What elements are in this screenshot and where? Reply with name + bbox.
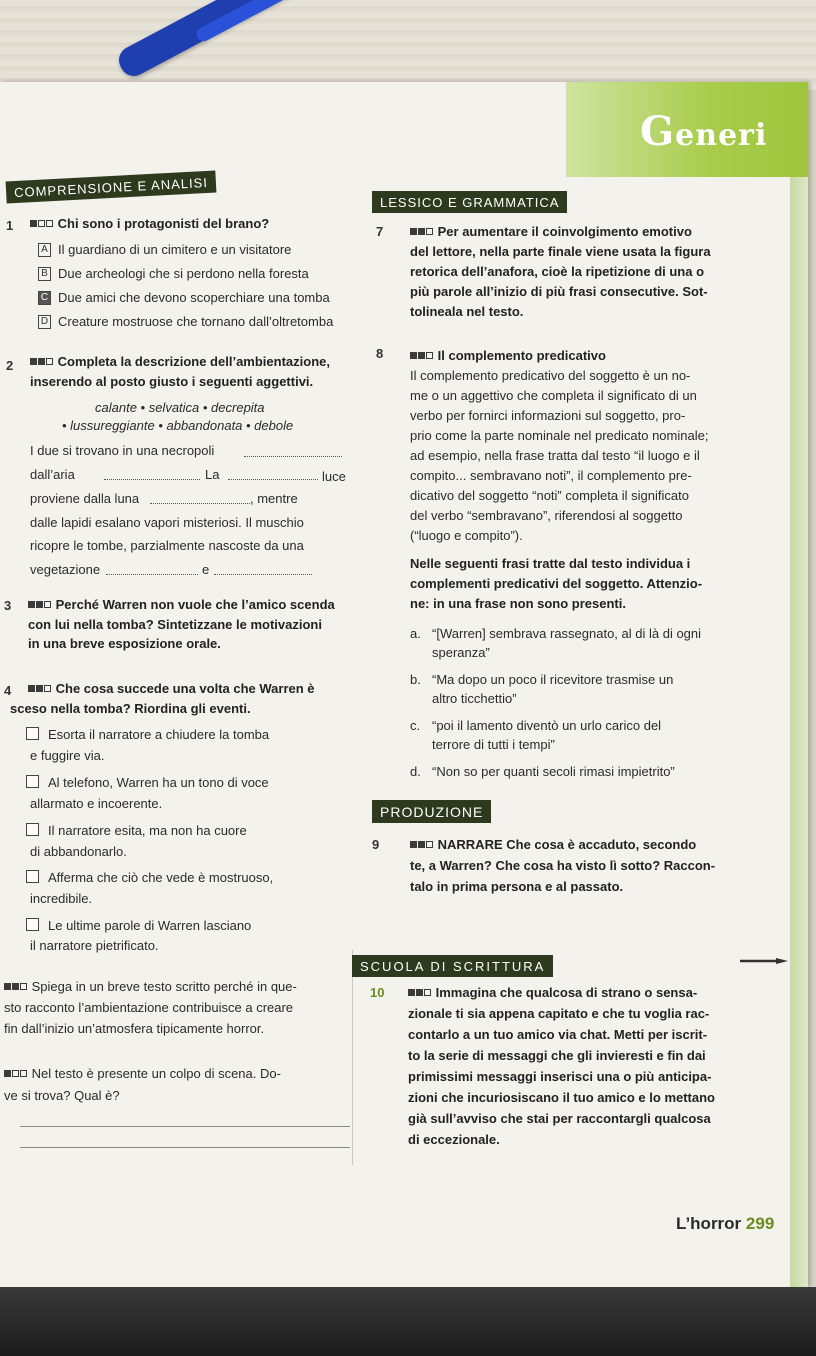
q1-option-letter[interactable]: B: [38, 267, 51, 281]
q5-question-line: Spiega in un breve testo scritto perché in que-: [4, 977, 297, 996]
q4-number: 4: [4, 683, 12, 698]
q4-event-text: di abbandonarlo.: [30, 844, 127, 859]
q8-explanation: me o un aggettivo che completa il significato di un: [410, 388, 697, 403]
page-number: 299: [745, 1214, 775, 1233]
q6-question-line: Nel testo è presente un colpo di scena. Do-: [4, 1064, 281, 1083]
q2-adjectives: • lussureggiante • abbandonata • debole: [62, 418, 294, 433]
q9-number: 9: [372, 837, 380, 852]
q6-question-line: ve si trova? Qual è?: [4, 1088, 120, 1103]
q2-adjectives: calante • selvatica • decrepita: [95, 400, 265, 415]
q8-item-text: “Ma dopo un poco il ricevitore trasmise un: [432, 672, 674, 687]
q8-explanation: dicativo del soggetto “noti” completa il significato: [410, 488, 689, 503]
q4-event-text: allarmato e incoerente.: [30, 796, 163, 811]
section-title: Generi: [640, 108, 768, 155]
q2-number: 2: [6, 358, 14, 373]
q9-line: talo in prima persona e al passato.: [410, 879, 624, 894]
q8-item-text: terrore di tutti i tempi”: [432, 737, 555, 752]
banner-produzione: PRODUZIONE: [372, 800, 491, 823]
q8-explanation: compito... sembravano noti”, il complemento pre-: [410, 468, 692, 483]
q2-text: luce: [322, 469, 346, 484]
q7-line: retorica dell’anafora, cioè la ripetizione di una o: [410, 264, 705, 279]
q2-text: dalle lapidi esalano vapori misteriosi. Il muschio: [30, 515, 304, 530]
q1-number: 1: [6, 218, 14, 233]
q7-line: del lettore, nella parte finale viene usata la figura: [410, 244, 711, 259]
q2-text: dall’aria: [30, 467, 75, 482]
banner-lessico: LESSICO E GRAMMATICA: [372, 191, 567, 213]
q1-option-letter[interactable]: A: [38, 243, 51, 257]
q1-option-letter[interactable]: C: [38, 291, 51, 305]
q8-item-text: altro ticchettio”: [432, 691, 517, 706]
q2-blank[interactable]: [228, 479, 318, 480]
q4-event-text: Il narratore esita, ma non ha cuore: [48, 823, 247, 838]
q2-blank[interactable]: [104, 479, 200, 480]
q6-answer-line[interactable]: [20, 1126, 350, 1127]
q7-line: Per aumentare il coinvolgimento emotivo: [410, 222, 692, 241]
q1-question: Chi sono i protagonisti del brano?: [30, 214, 269, 233]
q4-event-checkbox[interactable]: [26, 727, 39, 740]
q1-option-text: Il guardiano di un cimitero e un visitatore: [58, 242, 292, 257]
q10-line: primissimi messaggi inserisci una o più anticipa-: [408, 1069, 712, 1084]
q3-question-line: Perché Warren non vuole che l’amico scenda: [28, 595, 335, 614]
q4-event-text: Afferma che ciò che vede è mostruoso,: [48, 870, 274, 885]
q8-explanation: prio come la parte nominale nel predicato nominale;: [410, 428, 709, 443]
q8-title: Il complemento predicativo: [410, 346, 606, 365]
q1-option-text: Due amici che devono scoperchiare una tomba: [58, 290, 330, 305]
q8-instruction: complementi predicativi del soggetto. Attenzio-: [410, 576, 703, 591]
q10-line: zioni che incuriosiscano il tuo amico e lo mettano: [408, 1090, 715, 1105]
desk-background: [0, 0, 816, 90]
q4-event-text: Esorta il narratore a chiudere la tomba: [48, 727, 270, 742]
q1-option-text: Due archeologi che si perdono nella foresta: [58, 266, 309, 281]
q2-text: La: [205, 467, 220, 482]
q8-item-label: c.: [410, 718, 421, 733]
banner-comprensione: COMPRENSIONE E ANALISI: [6, 171, 217, 204]
q2-blank[interactable]: [244, 456, 342, 457]
q9-line: te, a Warren? Che cosa ha visto lì sotto? Raccon-: [410, 858, 716, 873]
q8-item-label: d.: [410, 764, 421, 779]
q10-line: Immagina che qualcosa di strano o sensa-: [408, 983, 697, 1002]
q2-question-line: Completa la descrizione dell’ambientazione,: [30, 352, 330, 371]
q2-text: proviene dalla luna: [30, 491, 140, 506]
q2-blank[interactable]: [150, 503, 250, 504]
q5-question-line: fin dall’inizio un’atmosfera tipicamente horror.: [4, 1021, 265, 1036]
q7-number: 7: [376, 224, 384, 239]
q4-event-checkbox[interactable]: [26, 775, 39, 788]
q2-question-line: inserendo al posto giusto i seguenti aggettivi.: [30, 374, 314, 389]
q2-text: vegetazione: [30, 562, 101, 577]
q2-text: ricopre le tombe, parzialmente nascoste da una: [30, 538, 304, 553]
q7-line: tolineala nel testo.: [410, 304, 524, 319]
q2-blank[interactable]: [214, 574, 312, 575]
q8-item-text: “Non so per quanti secoli rimasi impietrito”: [432, 764, 675, 779]
q4-event-text: e fuggire via.: [30, 748, 105, 763]
q10-line: già sull’avviso che stai per raccontargli qualcosa: [408, 1111, 711, 1126]
desk-shadow: [0, 1287, 816, 1356]
q1-option-letter[interactable]: D: [38, 315, 51, 329]
q5-question-line: sto racconto l’ambientazione contribuisce a creare: [4, 1000, 294, 1015]
q4-event-text: il narratore pietrificato.: [30, 938, 159, 953]
q4-question-line: sceso nella tomba? Riordina gli eventi.: [10, 701, 251, 716]
q2-text: I due si trovano in una necropoli: [30, 443, 215, 458]
q8-explanation: Il complemento predicativo del soggetto è un no-: [410, 368, 691, 383]
q8-explanation: del verbo “sembravano”, riferendosi al soggetto: [410, 508, 683, 523]
q4-event-text: Al telefono, Warren ha un tono di voce: [48, 775, 269, 790]
q9-line: NARRARE Che cosa è accaduto, secondo: [410, 835, 696, 854]
q2-blank[interactable]: [106, 574, 198, 575]
q10-number: 10: [370, 985, 385, 1000]
q10-line: zionale ti sia appena capitato e che tu voglia rac-: [408, 1006, 710, 1021]
q8-explanation: ad esempio, nella frase tratta dal testo “il luogo e il: [410, 448, 700, 463]
q4-event-text: incredibile.: [30, 891, 93, 906]
q2-text: e: [202, 562, 210, 577]
q3-number: 3: [4, 598, 12, 613]
q8-explanation: verbo per fornirci informazioni sul soggetto, pro-: [410, 408, 686, 423]
q10-line: contarlo a un tuo amico via chat. Metti per iscrit-: [408, 1027, 708, 1042]
q8-item-text: speranza”: [432, 645, 490, 660]
q1-option-text: Creature mostruose che tornano dall’oltretomba: [58, 314, 334, 329]
q8-item-text: “poi il lamento diventò un urlo carico del: [432, 718, 662, 733]
q8-item-label: a.: [410, 626, 421, 641]
q6-answer-line[interactable]: [20, 1147, 350, 1148]
q4-event-checkbox[interactable]: [26, 918, 39, 931]
q10-line: di eccezionale.: [408, 1132, 500, 1147]
q3-question-line: con lui nella tomba? Sintetizzane le motivazioni: [28, 617, 322, 632]
q8-explanation: (“luogo e compito”).: [410, 528, 523, 543]
q8-item-label: b.: [410, 672, 421, 687]
q8-instruction: ne: in una frase non sono presenti.: [410, 596, 626, 611]
q4-event-checkbox[interactable]: [26, 823, 39, 836]
q8-instruction: Nelle seguenti frasi tratte dal testo individua i: [410, 556, 691, 571]
page-footer: L’horror 299: [676, 1214, 775, 1233]
q3-question-line: in una breve esposizione orale.: [28, 636, 221, 651]
q4-question-line: Che cosa succede una volta che Warren è: [28, 679, 315, 698]
q4-event-text: Le ultime parole di Warren lasciano: [48, 918, 252, 933]
q8-item-text: “[Warren] sembrava rassegnato, al di là di ogni: [432, 626, 702, 641]
q2-text: , mentre: [250, 491, 298, 506]
q10-line: to la serie di messaggi che gli invieresti e fin dai: [408, 1048, 706, 1063]
banner-scuola: SCUOLA DI SCRITTURA: [352, 955, 553, 977]
q8-number: 8: [376, 346, 384, 361]
q4-event-checkbox[interactable]: [26, 870, 39, 883]
q7-line: più parole all’inizio di più frasi consecutive. Sot-: [410, 284, 708, 299]
